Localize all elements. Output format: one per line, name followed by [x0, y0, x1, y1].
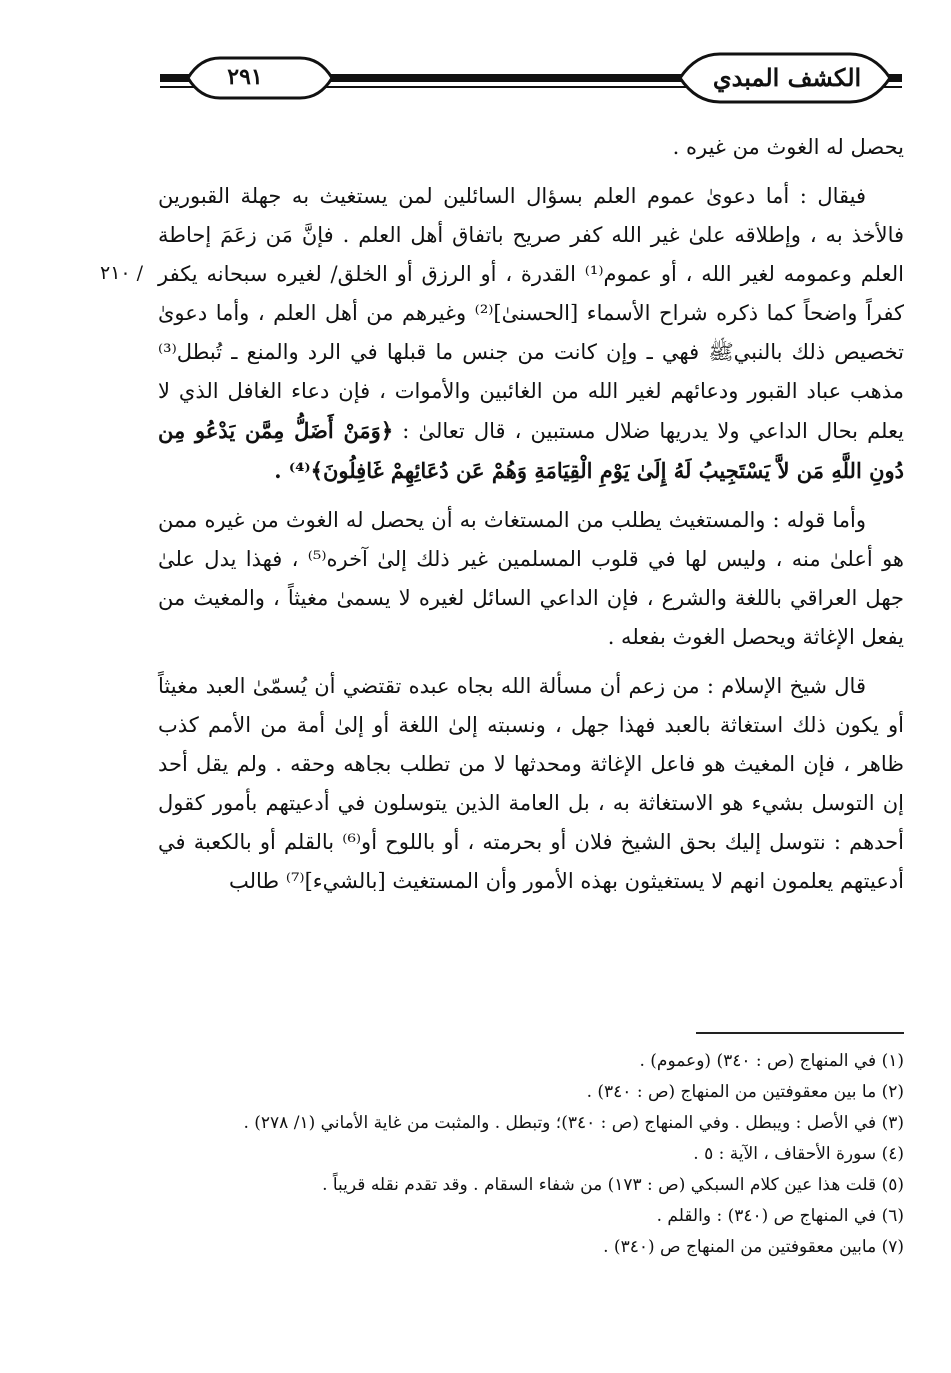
margin-page-reference: / ٢١٠ [100, 262, 144, 284]
footnote-item: (٢) ما بين معقوفتين من المنهاج (ص : ٣٤٠) . [586, 1082, 904, 1102]
paragraph-text: وأما قوله : والمستغيث يطلب من المستغاث به أن يحصل له الغوث من غيره ممن هو أعلىٰ منه ، وليس لها في قلوب المسلمين غير ذلك إلىٰ آخره⁽⁵⁾ ، فهذا يدل علىٰ جهل العراقي باللغة والشرع ، فإن الداعي السائل لغيره لا يسمىٰ مغيثاً ، والمغيث من يفعل الإغاثة ويحصل الغوث بفعله . [158, 508, 904, 649]
paragraph [158, 667, 904, 901]
paragraph-text: يحصل له الغوث من غيره . [672, 135, 904, 159]
main-text [158, 128, 904, 911]
footnote-item: (٥) قلت هذا عين كلام السبكي (ص : ١٧٣) من شفاء السقام . وقد تقدم نقله قريباً . [322, 1175, 904, 1195]
paragraph [158, 128, 904, 167]
page-number: ٢٩١ [227, 64, 263, 90]
book-title: الكشف المبدي [712, 62, 862, 92]
paragraph [158, 501, 904, 657]
quran-verse: ﴿وَمَنْ أَضَلُّ مِمَّن يَدْعُو مِن دُونِ اللَّهِ مَن لاَّ يَسْتَجِيبُ لَهُ إِلَىٰ يَوْمِ الْقِيَامَةِ وَهُمْ عَن دُعَائِهِمْ غَافِلُونَ﴾⁽⁴⁾ . [158, 418, 904, 483]
footnote-divider [696, 1032, 904, 1034]
footnotes [158, 1046, 904, 1263]
footnote-item: (٧) مابين معقوفتين من المنهاج ص (٣٤٠) . [603, 1237, 904, 1257]
page-header [160, 52, 902, 108]
footnote-item: (٤) سورة الأحقاف ، الآية : ٥ . [693, 1144, 904, 1164]
footnote-item: (٦) في المنهاج ص (٣٤٠) : والقلم . [656, 1206, 904, 1226]
paragraph [158, 177, 904, 491]
paragraph-text: فيقال : أما دعوىٰ عموم العلم بسؤال السائلين لمن يستغيث به جهلة القبورين فالأخذ به ، وإطلاقه علىٰ غير الله كفر صريح باتفاق أهل العلم . فإنَّ مَن زعَمَ إحاطة العلم وعمومه لغير الله ، أو عموم⁽¹⁾ القدرة ، أو الرزق أو الخلق/ لغيره سبحانه يكفر كفراً واضحاً كما ذكره شراح الأسماء [الحسنىٰ]⁽²⁾ وغيرهم من أهل العلم ، وأما دعوىٰ تخصيص ذلك بالنبيﷺ فهي ـ وإن كانت من جنس ما قبلها في الرد والمنع ـ تُبطل⁽³⁾ مذهب عباد القبور ودعائهم لغير الله من الغائبين والأموات ، فإن دعاء الغافل الذي لا يعلم بحال الداعي ولا يدريها ضلال مستبين ، قال تعالىٰ : [158, 184, 904, 443]
footnote-item: (٣) في الأصل : ويبطل . وفي المنهاج (ص : ٣٤٠)؛ وتبطل . والمثبت من غاية الأماني (١/ ٢٧٨) . [243, 1113, 904, 1133]
paragraph-text: قال شيخ الإسلام : من زعم أن مسألة الله بجاه عبده تقتضي أن يُسمّىٰ العبد مغيثاً أو يكون ذلك استغاثة بالعبد فهذا جهل ، ونسبته إلىٰ اللغة أو إلىٰ أمة من الأمم كذب ظاهر ، فإن المغيث هو فاعل الإغاثة ومحدثها لا من تطلب بجاهه وحقه . ولم يقل أحد إن التوسل بشيء هو الاستغاثة به ، بل العامة الذين يتوسلون في أدعيتهم بأمور كقول أحدهم : نتوسل إليك بحق الشيخ فلان أو بحرمته ، أو باللوح أو⁽⁶⁾ بالقلم أو بالكعبة في أدعيتهم يعلمون انهم لا يستغيثون بهذه الأمور وأن المستغيث [بالشيء]⁽⁷⁾ طالب [158, 674, 904, 893]
footnote-item: (١) في المنهاج (ص : ٣٤٠) (وعموم) . [639, 1051, 904, 1071]
